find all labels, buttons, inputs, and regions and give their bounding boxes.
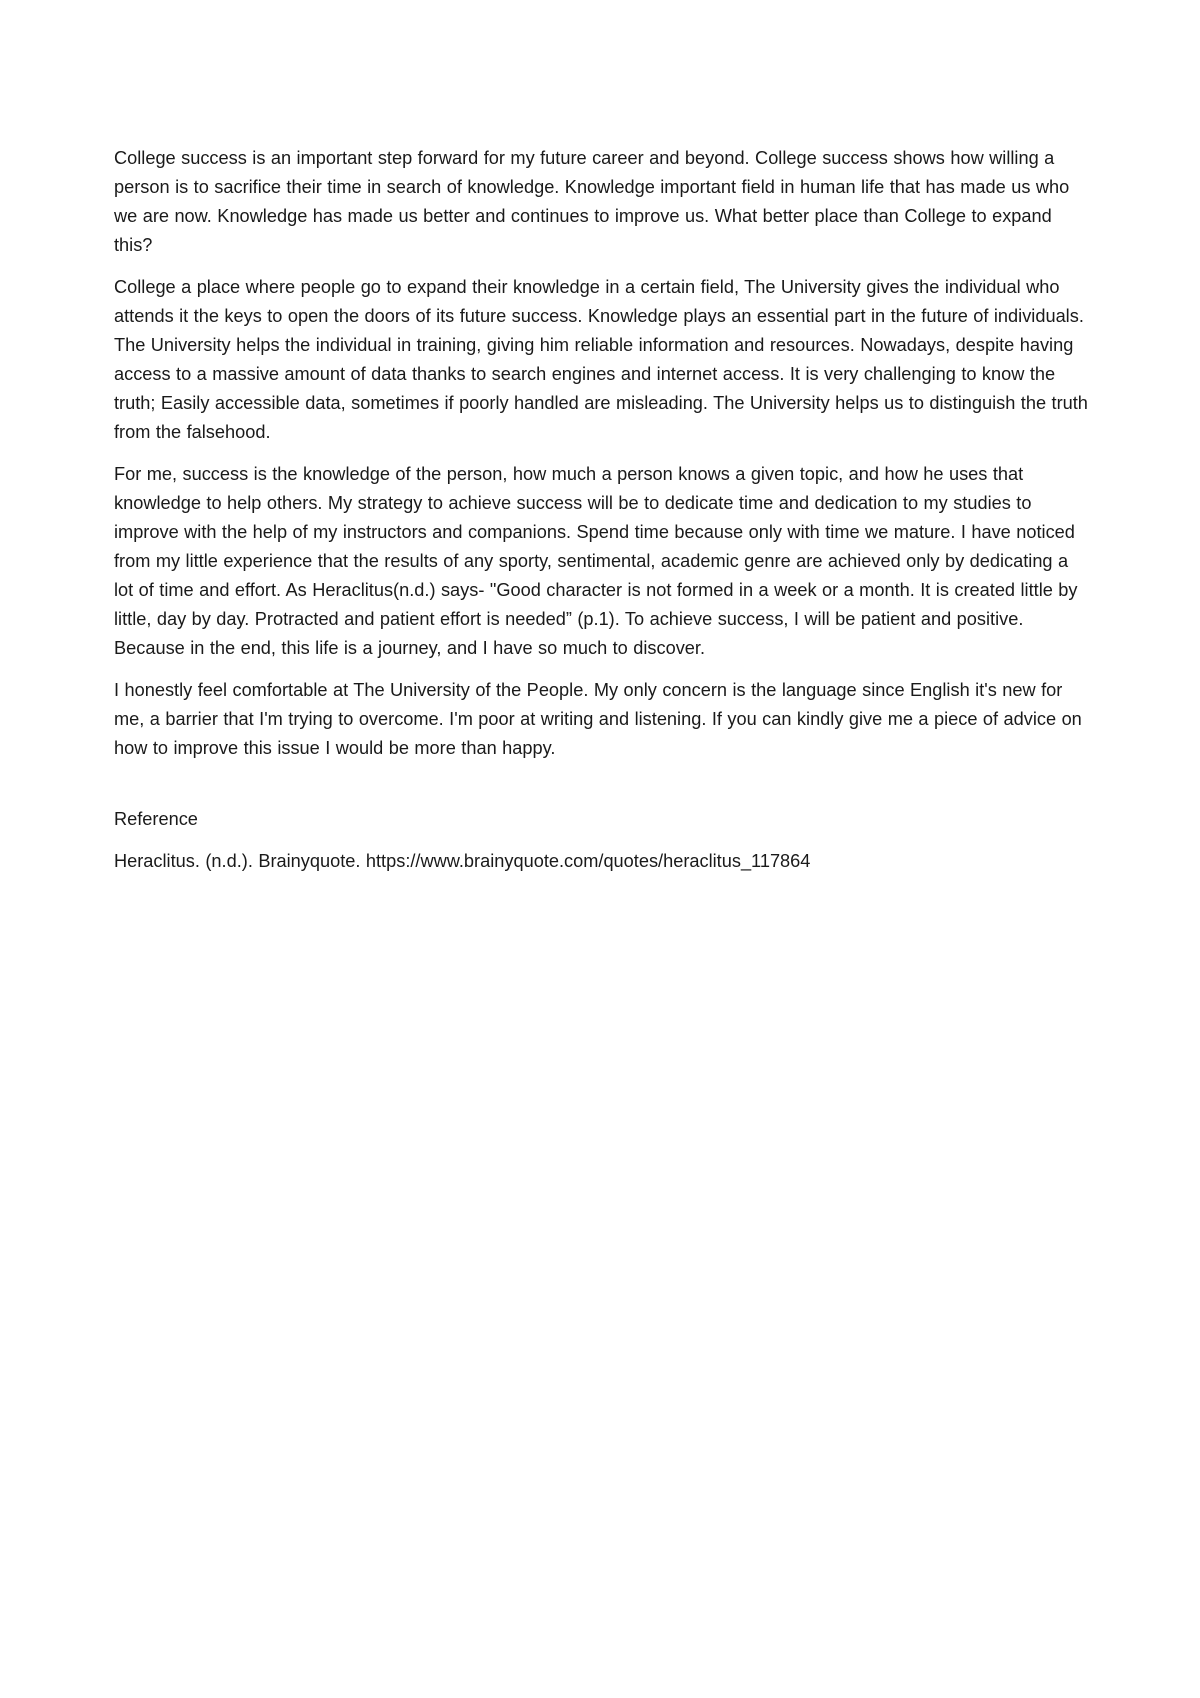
paragraph-success-strategy: For me, success is the knowledge of the person, how much a person knows a given topic, and how he uses that knowledge to help others. My strategy to achieve success will be to dedicate time and dedication to my studies to improve with the help of my instructors and companions. Spend time because only with time we mature. I have noticed from my little experience that the results of any sporty, sentimental, academic genre are achieved only by dedicating a lot of time and effort. As Heraclitus(n.d.) says- "Good character is not formed in a week or a month. It is created little by little, day by day. Protracted and patient effort is needed” (p.1). To achieve success, I will be patient and positive. Because in the end, this life is a journey, and I have so much to discover. <box>114 464 1078 658</box>
paragraph-intro: College success is an important step forward for my future career and beyond. College success shows how willing a person is to sacrifice their time in search of knowledge. Knowledge important field in human life that has made us who we are now. Knowledge has made us better and continues to improve us. What better place than College to expand this? <box>114 148 1070 255</box>
reference-heading: Reference <box>114 809 198 829</box>
reference-entry: Heraclitus. (n.d.). Brainyquote. https://www.brainyquote.com/quotes/heraclitus_117864 <box>114 851 811 871</box>
blank-line <box>114 776 1092 805</box>
paragraph-language-concern: I honestly feel comfortable at The University of the People. My only concern is the language since English it's new for me, a barrier that I'm trying to overcome. I'm poor at writing and listening. If you can kindly give me a piece of advice on how to improve this issue I would be more than happy. <box>114 680 1082 758</box>
paragraph-college-knowledge: College a place where people go to expand their knowledge in a certain field, The University gives the individual who attends it the keys to open the doors of its future success. Knowledge plays an essential part in the future of individuals. The University helps the individual in training, giving him reliable information and resources. Nowadays, despite having access to a massive amount of data thanks to search engines and internet access. It is very challenging to know the truth; Easily accessible data, sometimes if poorly handled are misleading. The University helps us to distinguish the truth from the falsehood. <box>114 277 1088 442</box>
